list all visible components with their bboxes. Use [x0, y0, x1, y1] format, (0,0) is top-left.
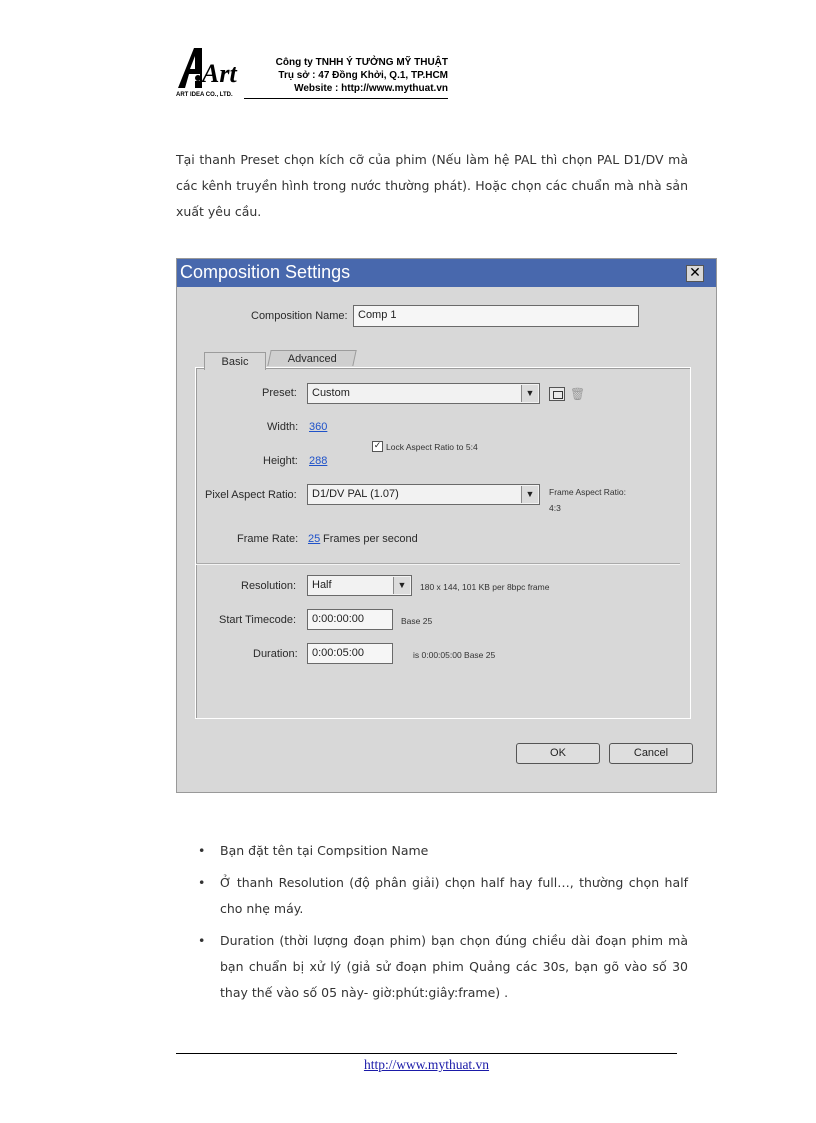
lock-aspect-label: Lock Aspect Ratio to 5:4 [386, 442, 478, 452]
logo-text: Art [202, 59, 237, 88]
company-info [252, 56, 448, 95]
frame-rate-value[interactable]: 25 [308, 533, 321, 545]
resolution-info: 180 x 144, 101 KB per 8bpc frame [420, 582, 550, 592]
list-item: • Bạn đặt tên tại Compsition Name [198, 838, 688, 864]
footer-rule [176, 1053, 677, 1054]
preset-label: Preset: [262, 387, 297, 399]
width-value[interactable]: 360 [309, 421, 328, 433]
start-timecode-label: Start Timecode: [219, 614, 297, 626]
resolution-value: Half [312, 579, 332, 591]
pixel-aspect-value: D1/DV PAL (1.07) [312, 488, 399, 500]
width-label: Width: [267, 421, 299, 433]
cancel-button[interactable]: Cancel [609, 743, 693, 764]
resolution-select[interactable] [307, 575, 412, 596]
height-label: Height: [263, 455, 298, 467]
duration-input[interactable]: 0:00:05:00 [307, 643, 393, 664]
company-website: Website : http://www.mythuat.vn [294, 83, 448, 94]
dialog-title: Composition Settings [180, 262, 351, 282]
list-item: • Ở thanh Resolution (độ phân giải) chọn half hay full…, thường chọn half cho nhẹ máy. [198, 870, 688, 922]
dialog-titlebar [177, 259, 716, 287]
composition-settings-dialog [176, 258, 717, 793]
intro-paragraph: Tại thanh Preset chọn kích cỡ của phim (Nếu làm hệ PAL thì chọn PAL D1/DV mà các kênh truyền hình trong nước thường phát). Hoặc chọn các chuẩn mà nhà sản xuất yêu cầu. [176, 152, 688, 219]
resolution-label: Resolution: [241, 580, 297, 592]
tab-advanced[interactable] [267, 350, 356, 366]
tab-basic[interactable]: Basic [204, 352, 266, 370]
close-icon[interactable]: ✕ [686, 265, 704, 282]
duration-label: Duration: [253, 648, 298, 660]
company-name: Công ty TNHH Ý TƯỞNG MỸ THUẬT [275, 57, 448, 68]
comp-name-label: Composition Name: [251, 310, 348, 322]
header-rule [244, 98, 448, 99]
pixel-aspect-label: Pixel Aspect Ratio: [205, 489, 297, 501]
preset-select[interactable] [307, 383, 540, 404]
instruction-list [198, 838, 688, 1012]
chevron-down-icon: ▼ [521, 385, 538, 402]
tab-advanced-label: Advanced [287, 353, 337, 365]
ok-button[interactable]: OK [516, 743, 600, 764]
frame-aspect-value: 4:3 [549, 503, 561, 513]
company-logo [176, 44, 246, 98]
list-item: • Duration (thời lượng đoạn phim) bạn chọn đúng chiều dài đoạn phim mà bạn chuẩn bị xử lý (giả sử đoạn phim Quảng các 30s, bạn gõ vào số 30 thay thế vào số 05 này- giờ:phút:giây:frame) . [198, 928, 688, 1006]
preset-value: Custom [312, 387, 350, 399]
frame-aspect-label: Frame Aspect Ratio: [549, 487, 627, 497]
chevron-down-icon: ▼ [521, 486, 538, 503]
height-value[interactable]: 288 [309, 455, 328, 467]
pixel-aspect-select[interactable] [307, 484, 540, 505]
frame-rate-unit: Frames per second [323, 533, 418, 545]
start-timecode-info: Base 25 [401, 616, 433, 626]
duration-info: is 0:00:05:00 Base 25 [413, 650, 496, 660]
lock-aspect-checkbox[interactable]: ✓ [373, 441, 382, 451]
chevron-down-icon: ▼ [393, 577, 410, 594]
start-timecode-input[interactable]: 0:00:00:00 [307, 609, 393, 630]
company-address: Trụ sở : 47 Đồng Khởi, Q.1, TP.HCM [278, 70, 448, 81]
section-divider [196, 563, 680, 565]
footer-link[interactable]: http://www.mythuat.vn [363, 1057, 490, 1072]
trash-icon[interactable]: 🗑 [570, 387, 586, 401]
save-preset-icon[interactable] [549, 387, 565, 401]
logo-caption: ART IDEA CO., LTD. [176, 92, 233, 98]
comp-name-input[interactable]: Comp 1 [353, 305, 639, 327]
frame-rate-label: Frame Rate: [237, 533, 299, 545]
